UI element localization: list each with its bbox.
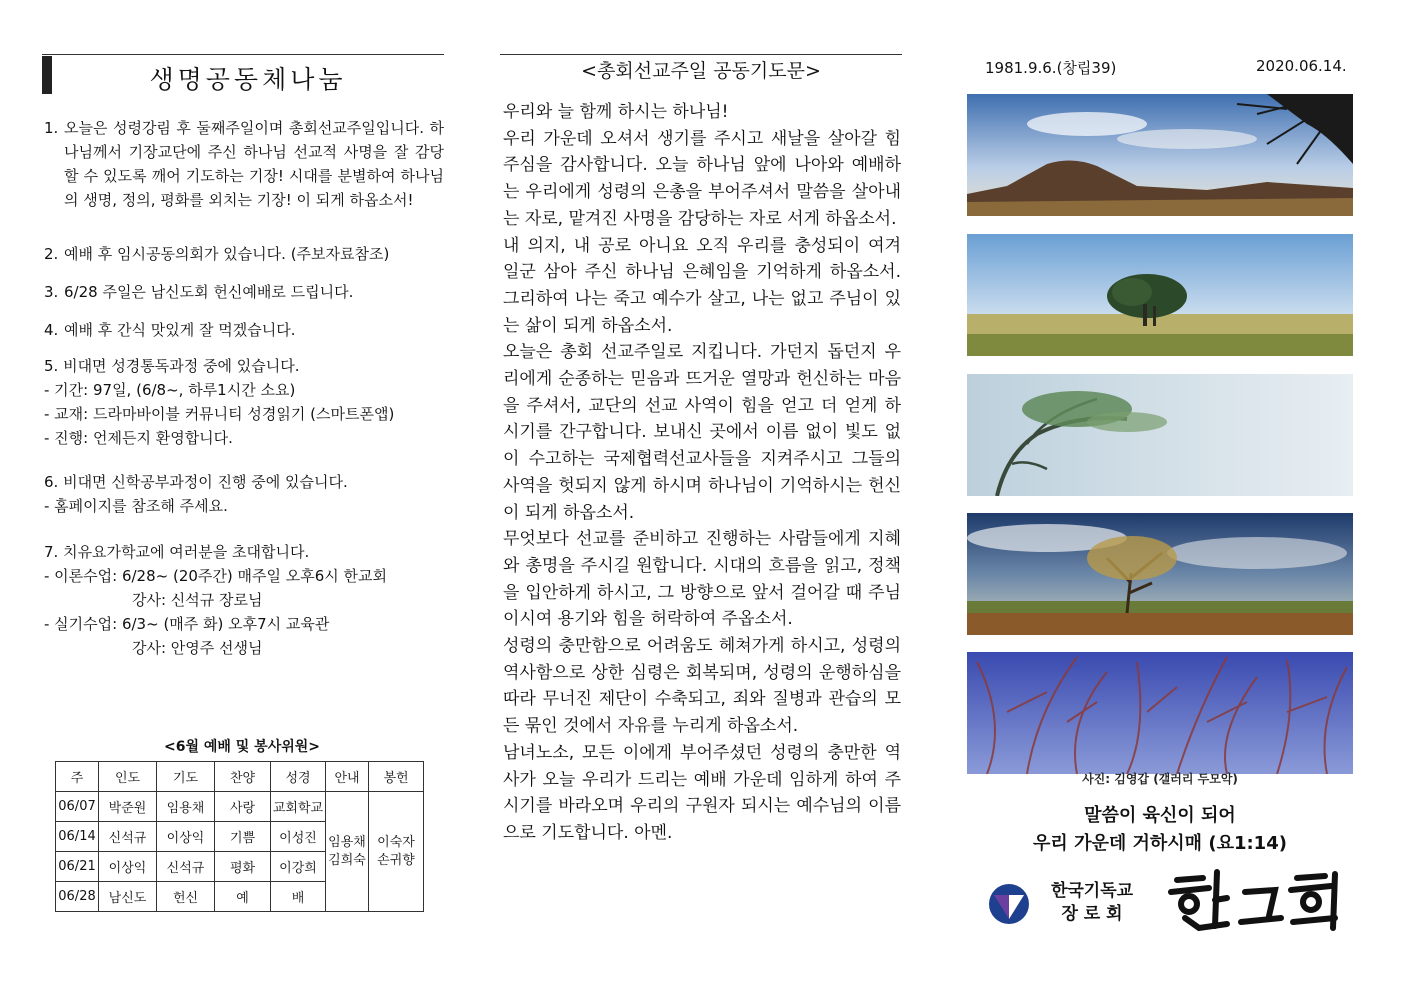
notice-line: - 이론수업: 6/28~ (20주간) 매주일 오후6시 한교회 (44, 567, 388, 585)
prayer-paragraph: 무엇보다 선교를 준비하고 진행하는 사람들에게 지혜와 총명을 주시길 원합니다. 시대의 흐름을 읽고, 정책을 입안하게 하시고, 그 방향으로 앞서 걸어갈 때 주님이시여 용기와 힘을 허락하여 주옵소서. (503, 529, 901, 630)
notice-2 (44, 242, 444, 266)
roster-table (55, 761, 424, 912)
notice-text: 예배 후 간식 맛있게 잘 먹겠습니다. (64, 321, 296, 339)
table-header: 주 (56, 762, 99, 792)
table-cell: 이상익 (157, 822, 215, 852)
roster-title: <6월 예배 및 봉사위원> (163, 739, 321, 755)
prayer-paragraph: 오늘은 총회 선교주일로 지킵니다. 가던지 돕던지 우리에게 순종하는 믿음과 뜨거운 열망과 헌신하는 마음을 주셔서, 교단의 선교 사역이 힘을 얻고 더 얻게 하시기를 간구합니다. 보내신 곳에서 이름 없이 빛도 없이 수고하는 국제협력선교사들을 지켜주시고 그들의 사역을 헛되지 않게 하시며 하나님이 기억하시는 헌신이 되게 하옵소서. (503, 342, 901, 523)
table-cell: 이강희 (271, 852, 326, 882)
offering-cell (369, 792, 424, 912)
prayer-paragraph: 내 의지, 내 공로 아니요 오직 우리를 충성되이 여겨 일군 삼아 주신 하나님 은혜임을 기억하게 하옵소서. 그리하여 나는 죽고 예수가 살고, 나는 없고 주님이 있는 삶이 되게 하옵소서. (503, 235, 901, 336)
founded-date: 1981.9.6.(창립39) (985, 59, 1117, 77)
table-cell: 06/21 (56, 852, 99, 882)
title-bar-accent (42, 56, 52, 94)
notice-line: - 홈페이지를 참조해 주세요. (44, 497, 228, 515)
notice-text: 오늘은 성령강림 후 둘째주일이며 총회선교주일입니다. 하나님께서 기장교단에 주신 하나님 선교적 사명을 잘 감당할 수 있도록 깨어 기도하는 기장! 시대를 분별하여 하나님의 생명, 정의, 평화를 외치는 기장! 이 되게 하옵소서! (64, 119, 444, 209)
guide-cell (326, 792, 369, 912)
notice-line: - 진행: 언제든지 환영합니다. (44, 429, 233, 447)
offering-name: 이숙자 (377, 834, 415, 850)
notice-line: - 기간: 97일, (6/8~, 하루1시간 소요) (44, 381, 296, 399)
prok-logo-icon (988, 883, 1030, 925)
table-cell: 임용채 (157, 792, 215, 822)
photo-bare-branches (967, 652, 1353, 774)
notice-line: - 실기수업: 6/3~ (매주 화) 오후7시 교육관 (44, 615, 330, 633)
notice-text: 6/28 주일은 남신도회 헌신예배로 드립니다. (64, 283, 354, 301)
verse-line: 말씀이 육신이 되어 (1084, 805, 1236, 826)
table-cell: 박준원 (99, 792, 157, 822)
photo-volcanic-hill (967, 94, 1353, 216)
table-cell: 평화 (215, 852, 271, 882)
table-cell: 헌신 (157, 882, 215, 912)
table-cell: 이성진 (271, 822, 326, 852)
verse-line: 우리 가운데 거하시매 (요1:14) (1033, 833, 1287, 854)
photo-lone-tree (967, 234, 1353, 356)
notice-line: 강사: 안영주 선생님 (132, 639, 263, 657)
prayer-paragraph: 우리 가운데 오셔서 생기를 주시고 새날을 살아갈 힘주심을 감사합니다. 오늘 하나님 앞에 나아와 예배하는 우리에게 성령의 은총을 부어주셔서 말씀을 살아내는 자로, 맡겨진 사명을 감당하는 자로 서게 하옵소서. (503, 128, 901, 229)
prayer-paragraph: 남녀노소, 모든 이에게 부어주셨던 성령의 충만한 역사가 오늘 우리가 드리는 예배 가운데 임하게 하여 주시기를 바라오며 우리의 구원자 되시는 예수님의 이름으로 기도합니다. 아멘. (503, 742, 901, 843)
notice-head: 5. 비대면 성경통독과정 중에 있습니다. (44, 357, 300, 375)
table-header: 기도 (157, 762, 215, 792)
notice-head: 7. 치유요가학교에 여러분을 초대합니다. (44, 543, 310, 561)
table-cell: 신석규 (99, 822, 157, 852)
notice-number: 4. (44, 321, 59, 339)
notice-line: - 교재: 드라마바이블 커뮤니티 성경읽기 (스마트폰앱) (44, 405, 395, 423)
table-cell: 남신도 (99, 882, 157, 912)
table-cell: 06/28 (56, 882, 99, 912)
table-cell: 06/07 (56, 792, 99, 822)
table-header: 인도 (99, 762, 157, 792)
notice-line: 강사: 신석규 장로님 (132, 591, 263, 609)
church-calligraphy-logo (1165, 866, 1345, 936)
table-cell: 교회학교 (271, 792, 326, 822)
photo-windswept-tree (967, 374, 1353, 496)
prayer-body (503, 99, 901, 847)
bible-verse (967, 802, 1353, 858)
prayer-title: <총회선교주일 공동기도문> (581, 60, 821, 82)
notice-6 (44, 470, 444, 518)
notice-4 (44, 318, 444, 342)
notice-number: 3. (44, 283, 59, 301)
prayer-paragraph: 성령의 충만함으로 어려움도 헤쳐가게 하시고, 성령의 역사함으로 상한 심령은 회복되며, 성령의 운행하심을 따라 무너진 제단이 수축되고, 죄와 질병과 관습의 모든 묶인 것에서 자유를 누리게 하옵소서. (503, 636, 901, 737)
table-header-row (56, 762, 424, 792)
section-title: 생명공동체나눔 (149, 65, 347, 94)
notice-number: 2. (44, 245, 59, 263)
table-cell: 06/14 (56, 822, 99, 852)
top-rule (42, 54, 444, 55)
table-header: 찬양 (215, 762, 271, 792)
table-header: 안내 (326, 762, 369, 792)
org-line: 한국기독교 (1050, 881, 1134, 901)
table-cell: 배 (271, 882, 326, 912)
org-line: 장 로 회 (1061, 904, 1123, 924)
notice-7 (44, 540, 444, 660)
table-row (56, 792, 424, 822)
notice-head: 6. 비대면 신학공부과정이 진행 중에 있습니다. (44, 473, 348, 491)
top-rule (500, 54, 902, 55)
notice-text: 예배 후 임시공동의회가 있습니다. (주보자료참조) (64, 245, 390, 263)
table-cell: 기쁨 (215, 822, 271, 852)
table-header: 성경 (271, 762, 326, 792)
notice-1 (44, 116, 444, 212)
table-cell: 이상익 (99, 852, 157, 882)
table-header: 봉헌 (369, 762, 424, 792)
notice-3 (44, 280, 444, 304)
offering-name: 손귀향 (377, 852, 415, 868)
bulletin-date: 2020.06.14. (1256, 57, 1347, 75)
prayer-paragraph: 우리와 늘 함께 하시는 하나님! (503, 102, 729, 122)
denomination-name (1047, 880, 1137, 926)
photo-autumn-tree (967, 513, 1353, 635)
photo-credit: 사진: 김영갑 (갤러리 두모악) (1082, 772, 1238, 786)
guide-name: 임용채 (328, 834, 366, 850)
notice-5 (44, 354, 444, 450)
table-cell: 예 (215, 882, 271, 912)
guide-name: 김희숙 (328, 852, 366, 868)
table-cell: 신석규 (157, 852, 215, 882)
table-cell: 사랑 (215, 792, 271, 822)
notice-number: 1. (44, 119, 59, 137)
